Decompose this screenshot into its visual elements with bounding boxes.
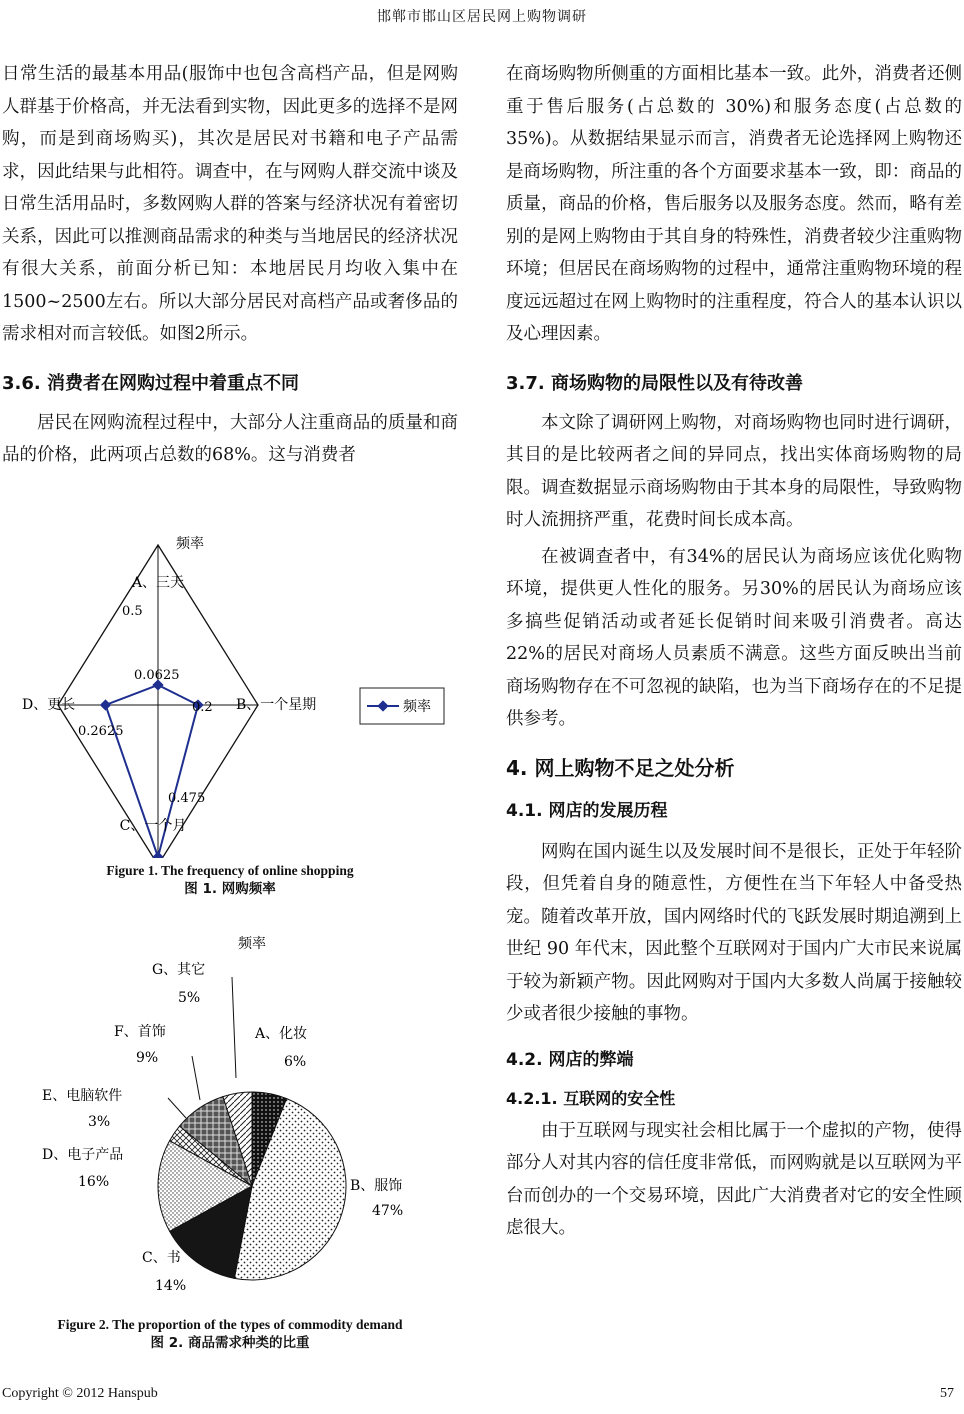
radar-point-c bbox=[152, 851, 163, 858]
radar-point-d bbox=[100, 699, 111, 710]
section-3-7-heading: 3.7. 商场购物的局限性以及有待改善 bbox=[506, 372, 803, 394]
section-4-2-heading: 4.2. 网店的弊端 bbox=[506, 1049, 634, 1070]
footer-copyright: Copyright © 2012 Hanspub bbox=[2, 1386, 158, 1401]
pie-percent-label: 14% bbox=[155, 1278, 187, 1294]
pie-percent-label: 3% bbox=[88, 1114, 111, 1130]
pie-category-label: G、其它 bbox=[152, 962, 206, 978]
right-column bbox=[506, 58, 962, 1245]
radar-value-label: 0.2625 bbox=[78, 724, 124, 739]
pie-category-label: B、服饰 bbox=[350, 1178, 403, 1194]
figure-1 bbox=[0, 528, 470, 898]
radar-value-label: 0.0625 bbox=[134, 668, 180, 683]
continued-paragraph: 在商场购物所侧重的方面相比基本一致。此外，消费者还侧重于售后服务(占总数的 30%)和服务态度(占总数的35%)。从数据结果显示而言，消费者无论选择网上购物还是商场购物，所注重的各个方面要求基本一致，即：商品的质量，商品的价格，售后服务以及服务态度。然而，略有差别的是网上购物由于其自身的特殊性，消费者较少注重购物环境；但居民在商场购物的过程中，通常注重购物环境的程度远远超过在网上购物时的注重程度，符合人的基本认识以及心理因素。 bbox=[506, 64, 962, 344]
radar-axis-label: C、一个月 bbox=[119, 818, 187, 834]
pie-category-label: C、书 bbox=[142, 1250, 181, 1266]
radar-axis-label: D、更长 bbox=[22, 697, 76, 713]
radar-value-label: 0.2 bbox=[192, 700, 213, 715]
pie-title: 频率 bbox=[238, 936, 266, 952]
pie-percent-label: 16% bbox=[78, 1174, 110, 1190]
pie-chart bbox=[0, 928, 470, 1313]
pie-leader-line bbox=[232, 977, 236, 1078]
pie-category-label: F、首饰 bbox=[114, 1024, 166, 1040]
pie-percent-label: 6% bbox=[284, 1054, 307, 1070]
legend-marker bbox=[377, 700, 388, 711]
figure-1-caption-zh: 图 1. 网购频率 bbox=[184, 881, 276, 897]
running-header: 邯郸市邯山区居民网上购物调研 bbox=[377, 9, 587, 25]
intro-paragraph: 日常生活的最基本用品(服饰中也包含高档产品，但是网购人群基于价格高，并无法看到实物，因此更多的选择不是网购，而是到商场购买)，其次是居民对书籍和电子产品需求，因此结果与此相符。调查中，在与网购人群交流中谈及日常生活用品时，多数网购人群的答案与经济状况有着密切关系，因此可以推测商品需求的种类与当地居民的经济状况有很大关系，前面分析已知：本地居民月均收入集中在1500~2500左右。所以大部分居民对高档产品或奢侈品的需求相对而言较低。如图2所示。 bbox=[2, 64, 458, 344]
section-3-6-heading: 3.6. 消费者在网购过程中着重点不同 bbox=[2, 372, 299, 394]
section-3-6-paragraph: 居民在网购流程过程中，大部分人注重商品的质量和商品的价格，此两项占总数的68%。这与消费者 bbox=[2, 412, 458, 465]
section-4-1-heading: 4.1. 网店的发展历程 bbox=[506, 800, 668, 821]
section-4-1-paragraph: 网购在国内诞生以及发展时间不是很长，正处于年轻阶段，但凭着自身的随意性，方便性在当下年轻人中备受热宠。随着改革开放，国内网络时代的飞跃发展时期追溯到上世纪 90 年代末，因此整个互联网对于国内广大市民来说属于较为新颖产物。因此网购对于国内大多数人尚属于接触较少或者很少接触的事物。 bbox=[506, 841, 962, 1024]
pie-leader-line bbox=[168, 1098, 186, 1118]
legend-label: 频率 bbox=[403, 699, 431, 715]
pie-category-label: E、电脑软件 bbox=[42, 1088, 123, 1104]
radar-value-label: 0.5 bbox=[122, 604, 143, 619]
radar-value-label: 0.475 bbox=[168, 791, 206, 806]
figure-1-caption-en: Figure 1. The frequency of online shopping bbox=[106, 863, 354, 878]
figure-2-caption-en: Figure 2. The proportion of the types of commodity demand bbox=[57, 1317, 403, 1332]
pie-leader-line bbox=[192, 1056, 200, 1100]
pie-category-label: A、化妆 bbox=[255, 1026, 308, 1042]
pie-percent-label: 5% bbox=[178, 990, 201, 1006]
left-column bbox=[2, 58, 458, 472]
footer-page-number: 57 bbox=[940, 1386, 954, 1401]
pie-percent-label: 47% bbox=[372, 1203, 404, 1219]
section-4-2-1-paragraph: 由于互联网与现实社会相比属于一个虚拟的产物，使得部分人对其内容的信任度非常低，而网购就是以互联网为平台而创办的一个交易环境，因此广大消费者对它的安全性顾虑很大。 bbox=[506, 1120, 962, 1238]
figure-2-caption-zh: 图 2. 商品需求种类的比重 bbox=[150, 1335, 310, 1351]
figure-2 bbox=[0, 928, 470, 1358]
section-4-2-1-heading: 4.2.1. 互联网的安全性 bbox=[506, 1088, 676, 1108]
radar-legend bbox=[360, 688, 444, 724]
section-3-7-paragraph-2: 在被调查者中，有34%的居民认为商场应该优化购物环境，提供更人性化的服务。另30%的居民认为商场应该多搞些促销活动或者延长促销时间来吸引消费者。高达22%的居民对商场人员素质不满意。这些方面反映出当前商场购物存在不可忽视的缺陷，也为当下商场存在的不足提供参考。 bbox=[506, 546, 962, 729]
pie-percent-label: 9% bbox=[136, 1050, 159, 1066]
radar-axis-label: A、三天 bbox=[131, 575, 185, 591]
pie-category-label: D、电子产品 bbox=[42, 1147, 124, 1163]
section-3-7-paragraph-1: 本文除了调研网上购物，对商场购物也同时进行调研，其目的是比较两者之间的异同点，找出实体商场购物的局限。调查数据显示商场购物由于其本身的局限性，导致购物时人流拥挤严重，花费时间长成本高。 bbox=[506, 412, 962, 530]
section-4-heading: 4. 网上购物不足之处分析 bbox=[506, 755, 735, 780]
radar-chart bbox=[0, 528, 470, 858]
radar-axis-label: B、一个星期 bbox=[236, 697, 317, 713]
radar-title: 频率 bbox=[176, 536, 204, 552]
